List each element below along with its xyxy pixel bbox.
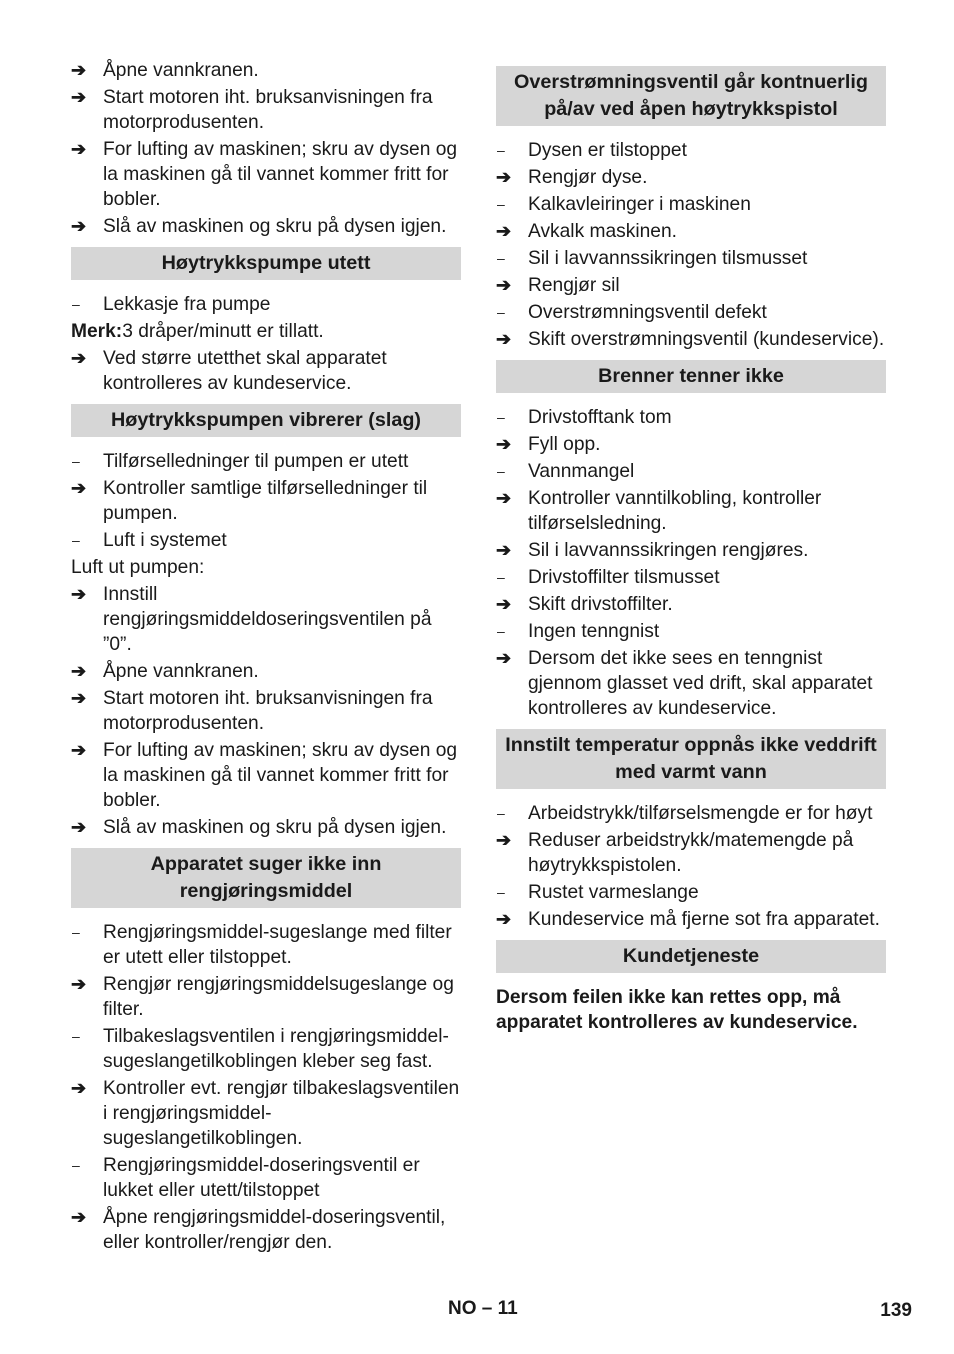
arrow-icon: ➔ xyxy=(71,740,87,760)
arrow-icon: ➔ xyxy=(71,60,87,80)
arrow-icon: ➔ xyxy=(71,661,87,681)
cause-item xyxy=(71,292,461,317)
arrow-icon: ➔ xyxy=(496,648,512,668)
arrow-icon: ➔ xyxy=(71,87,87,107)
arrow-icon: ➔ xyxy=(496,434,512,454)
cause-item xyxy=(496,459,886,484)
action-item xyxy=(496,646,886,721)
item-text: Rengjør dyse. xyxy=(528,167,648,188)
footer-page-number: 139 xyxy=(880,1300,912,1321)
action-item xyxy=(71,58,461,83)
item-text: Åpne rengjøringsmiddel-doseringsventil, eller kontroller/rengjør den. xyxy=(103,1207,446,1253)
item-text: For lufting av maskinen; skru av dysen og la maskinen gå til vannet kommer fritt for bobler. xyxy=(103,740,458,811)
action-item xyxy=(71,815,461,840)
cause-item xyxy=(71,1153,461,1203)
arrow-icon: ➔ xyxy=(71,139,87,159)
action-item xyxy=(71,659,461,684)
right-column xyxy=(496,58,886,1035)
section-heading: Brenner tenner ikke xyxy=(496,360,886,393)
cause-item xyxy=(71,528,461,553)
action-item xyxy=(71,972,461,1022)
item-text: Lekkasje fra pumpe xyxy=(103,294,271,315)
plain-text: Luft ut pumpen: xyxy=(71,557,205,578)
arrow-icon: ➔ xyxy=(71,216,87,236)
item-text: Kalkavleiringer i maskinen xyxy=(528,194,751,215)
action-item xyxy=(71,582,461,657)
arrow-icon: ➔ xyxy=(71,688,87,708)
cause-item xyxy=(496,565,886,590)
item-text: Overstrømningsventil defekt xyxy=(528,302,767,323)
item-text: Tilførselledninger til pumpen er utett xyxy=(103,451,409,472)
cause-item xyxy=(496,801,886,826)
dash-icon: – xyxy=(72,924,80,940)
cause-item xyxy=(496,405,886,430)
item-text: Dysen er tilstoppet xyxy=(528,140,687,161)
dash-icon: – xyxy=(497,884,505,900)
action-item xyxy=(496,592,886,617)
cause-item xyxy=(496,192,886,217)
service-notice: Dersom feilen ikke kan rettes opp, må apparatet kontrolleres av kundeservice. xyxy=(496,987,858,1033)
left-column xyxy=(71,58,461,1257)
section-heading: Høytrykkspumpe utett xyxy=(71,247,461,280)
action-item xyxy=(496,432,886,457)
cause-item xyxy=(71,920,461,970)
item-text: Skift drivstoffilter. xyxy=(528,594,673,615)
action-item xyxy=(496,828,886,878)
item-text: Drivstofftank tom xyxy=(528,407,672,428)
action-item xyxy=(71,1205,461,1255)
action-item xyxy=(496,273,886,298)
item-text: Ingen tenngnist xyxy=(528,621,660,642)
note-text: 3 dråper/minutt er tillatt. xyxy=(122,321,324,342)
dash-icon: – xyxy=(72,1028,80,1044)
item-text: Fyll opp. xyxy=(528,434,601,455)
arrow-icon: ➔ xyxy=(496,909,512,929)
action-item xyxy=(71,85,461,135)
section-heading: Høytrykkspumpen vibrerer (slag) xyxy=(71,404,461,437)
item-text: For lufting av maskinen; skru av dysen og la maskinen gå til vannet kommer fritt for bobler. xyxy=(103,139,458,210)
cause-item xyxy=(496,619,886,644)
arrow-icon: ➔ xyxy=(496,275,512,295)
action-item xyxy=(496,538,886,563)
item-text: Luft i systemet xyxy=(103,530,227,551)
arrow-icon: ➔ xyxy=(496,830,512,850)
note-label: Merk: xyxy=(71,321,123,342)
action-item xyxy=(71,137,461,212)
arrow-icon: ➔ xyxy=(496,540,512,560)
arrow-icon: ➔ xyxy=(496,329,512,349)
dash-icon: – xyxy=(72,296,80,312)
item-text: Åpne vannkranen. xyxy=(103,661,259,682)
item-text: Dersom det ikke sees en tenngnist gjennom glasset ved drift, skal apparatet kontrolleres av kundeservice. xyxy=(528,648,873,719)
action-item xyxy=(71,214,461,239)
item-text: Start motoren iht. bruksanvisningen fra motorprodusenten. xyxy=(103,688,433,734)
item-text: Reduser arbeidstrykk/matemengde på høytrykkspistolen. xyxy=(528,830,854,876)
dash-icon: – xyxy=(497,805,505,821)
item-text: Slå av maskinen og skru på dysen igjen. xyxy=(103,817,447,838)
item-text: Sil i lavvannssikringen rengjøres. xyxy=(528,540,809,561)
arrow-icon: ➔ xyxy=(71,584,87,604)
item-text: Rengjør sil xyxy=(528,275,620,296)
action-item xyxy=(71,738,461,813)
dash-icon: – xyxy=(497,569,505,585)
action-item xyxy=(71,1076,461,1151)
footer-section-label: NO – 11 xyxy=(448,1298,518,1319)
section-heading: Kundetjeneste xyxy=(496,940,886,973)
item-text: Rustet varmeslange xyxy=(528,882,699,903)
dash-icon: – xyxy=(497,250,505,266)
item-text: Vannmangel xyxy=(528,461,635,482)
dash-icon: – xyxy=(497,463,505,479)
item-text: Kundeservice må fjerne sot fra apparatet. xyxy=(528,909,880,930)
note xyxy=(71,319,461,344)
dash-icon: – xyxy=(497,409,505,425)
action-item xyxy=(496,907,886,932)
action-item xyxy=(71,346,461,396)
item-text: Ved større utetthet skal apparatet kontrolleres av kundeservice. xyxy=(103,348,387,394)
dash-icon: – xyxy=(497,623,505,639)
action-item xyxy=(496,327,886,352)
action-item xyxy=(71,686,461,736)
arrow-icon: ➔ xyxy=(496,167,512,187)
section-heading: Innstilt temperatur oppnås ikke veddrift med varmt vann xyxy=(496,729,886,789)
cause-item xyxy=(496,880,886,905)
item-text: Kontroller vanntilkobling, kontroller tilførselsledning. xyxy=(528,488,822,534)
section-heading: Apparatet suger ikke inn rengjøringsmiddel xyxy=(71,848,461,908)
dash-icon: – xyxy=(497,304,505,320)
dash-icon: – xyxy=(72,453,80,469)
cause-item xyxy=(496,300,886,325)
action-item xyxy=(496,486,886,536)
dash-icon: – xyxy=(72,532,80,548)
arrow-icon: ➔ xyxy=(71,478,87,498)
action-item xyxy=(496,219,886,244)
item-text: Innstill rengjøringsmiddeldoseringsventilen på ”0”. xyxy=(103,584,432,655)
section-heading: Overstrømningsventil går kontnuerlig på/av ved åpen høytrykkspistol xyxy=(496,66,886,126)
item-text: Slå av maskinen og skru på dysen igjen. xyxy=(103,216,447,237)
item-text: Avkalk maskinen. xyxy=(528,221,677,242)
action-item xyxy=(496,165,886,190)
arrow-icon: ➔ xyxy=(71,1207,87,1227)
item-text: Rengjøringsmiddel-sugeslange med filter er utett eller tilstoppet. xyxy=(103,922,452,968)
item-text: Drivstoffilter tilsmusset xyxy=(528,567,720,588)
arrow-icon: ➔ xyxy=(496,488,512,508)
dash-icon: – xyxy=(72,1157,80,1173)
cause-item xyxy=(71,449,461,474)
arrow-icon: ➔ xyxy=(71,348,87,368)
item-text: Tilbakeslagsventilen i rengjøringsmiddel-sugeslangetilkoblingen kleber seg fast. xyxy=(103,1026,449,1072)
arrow-icon: ➔ xyxy=(496,594,512,614)
item-text: Åpne vannkranen. xyxy=(103,60,259,81)
item-text: Skift overstrømningsventil (kundeservice). xyxy=(528,329,885,350)
item-text: Rengjøringsmiddel-doseringsventil er lukket eller utett/tilstoppet xyxy=(103,1155,420,1201)
arrow-icon: ➔ xyxy=(71,1078,87,1098)
dash-icon: – xyxy=(497,196,505,212)
cause-item xyxy=(496,138,886,163)
item-text: Arbeidstrykk/tilførselsmengde er for høyt xyxy=(528,803,873,824)
action-item xyxy=(71,476,461,526)
item-text: Start motoren iht. bruksanvisningen fra motorprodusenten. xyxy=(103,87,433,133)
arrow-icon: ➔ xyxy=(71,974,87,994)
dash-icon: – xyxy=(497,142,505,158)
cause-item xyxy=(71,1024,461,1074)
item-text: Rengjør rengjøringsmiddelsugeslange og filter. xyxy=(103,974,454,1020)
arrow-icon: ➔ xyxy=(71,817,87,837)
arrow-icon: ➔ xyxy=(496,221,512,241)
item-text: Sil i lavvannssikringen tilsmusset xyxy=(528,248,808,269)
cause-item xyxy=(496,246,886,271)
item-text: Kontroller evt. rengjør tilbakeslagsventilen i rengjøringsmiddel-sugeslangetilkoblingen. xyxy=(103,1078,460,1149)
item-text: Kontroller samtlige tilførselledninger til pumpen. xyxy=(103,478,428,524)
